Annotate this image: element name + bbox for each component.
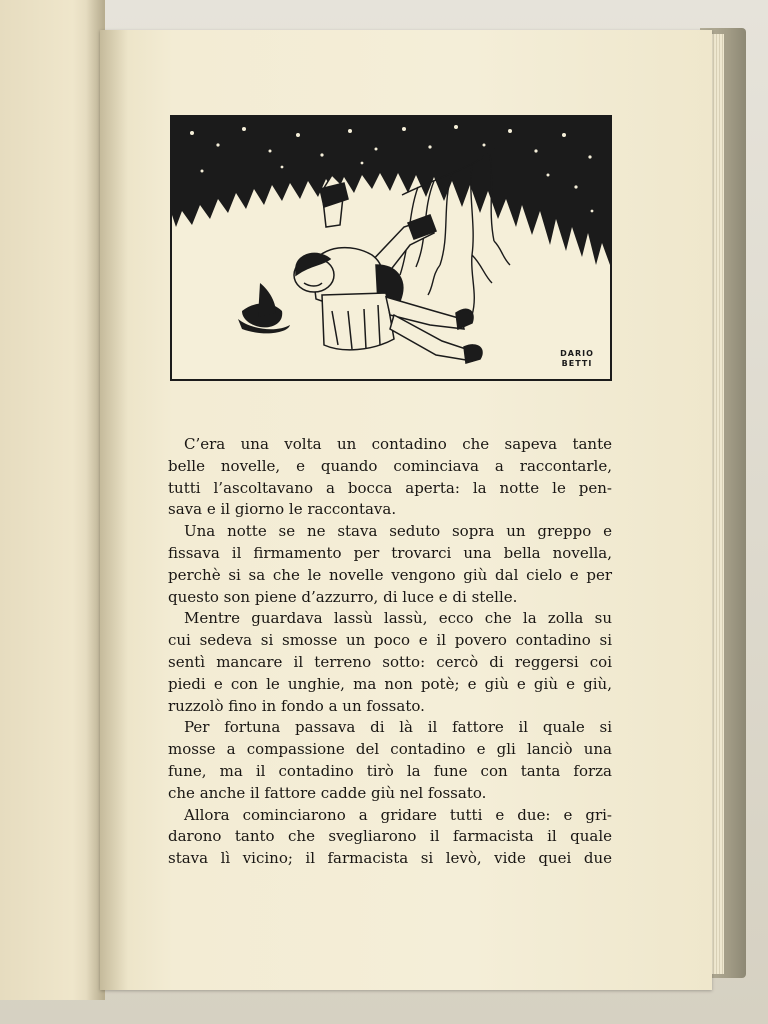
text-line: perchè si sa che le novelle vengono giù dal cielo e per xyxy=(168,565,612,584)
signature-last-name: BETTI xyxy=(561,359,593,368)
text-line: C’era una volta un contadino che sapeva tante xyxy=(184,435,612,453)
text-line: ruzzolò fino in fondo a un fossato. xyxy=(168,696,425,715)
falling-farmer xyxy=(294,175,482,363)
story-illustration xyxy=(170,115,612,381)
text-line: fissava il firmamento per trovarci una bella novella, xyxy=(168,543,612,562)
signature-first-name: DARIO xyxy=(560,349,594,358)
text-line: piedi e con le unghie, ma non potè; e giù e giù e giù, xyxy=(168,674,612,693)
book-page xyxy=(100,30,712,990)
text-line: belle novelle, e quando cominciava a raccontarle, xyxy=(168,456,612,475)
text-line: sentì mancare il terreno sotto: cercò di reggersi coi xyxy=(168,652,612,671)
text-line: tutti l’ascoltavano a bocca aperta: la notte le pen- xyxy=(168,478,612,497)
text-line: fune, ma il contadino tirò la fune con tanta forza xyxy=(168,761,612,780)
text-line: cui sedeva si smosse un poco e il povero contadino si xyxy=(168,631,612,650)
illustrator-signature xyxy=(554,349,600,369)
text-line: che anche il fattore cadde giù nel fossato. xyxy=(168,783,487,802)
left-page xyxy=(0,0,105,1000)
text-line: Una notte se ne stava seduto sopra un greppo e xyxy=(184,522,612,541)
story-text xyxy=(168,434,612,870)
text-line: sava e il giorno le raccontava. xyxy=(168,500,397,519)
text-line: darono tanto che svegliarono il farmacista il quale xyxy=(168,827,612,846)
text-line: Per fortuna passava di là il fattore il quale si xyxy=(184,718,612,737)
text-line: questo son piene d’azzurro, di luce e di stelle. xyxy=(168,587,518,606)
illustration-drawing xyxy=(172,115,610,379)
text-line: Mentre guardava lassù lassù, ecco che la zolla su xyxy=(184,609,612,628)
spine-shadow xyxy=(100,30,128,990)
text-line: Allora cominciarono a gridare tutti e due: e gri- xyxy=(184,805,612,824)
falling-hat xyxy=(238,283,290,333)
text-line: stava lì vicino; il farmacista si levò, vide quei due xyxy=(168,849,612,868)
text-line: mosse a compassione del contadino e gli lanciò una xyxy=(168,740,612,759)
